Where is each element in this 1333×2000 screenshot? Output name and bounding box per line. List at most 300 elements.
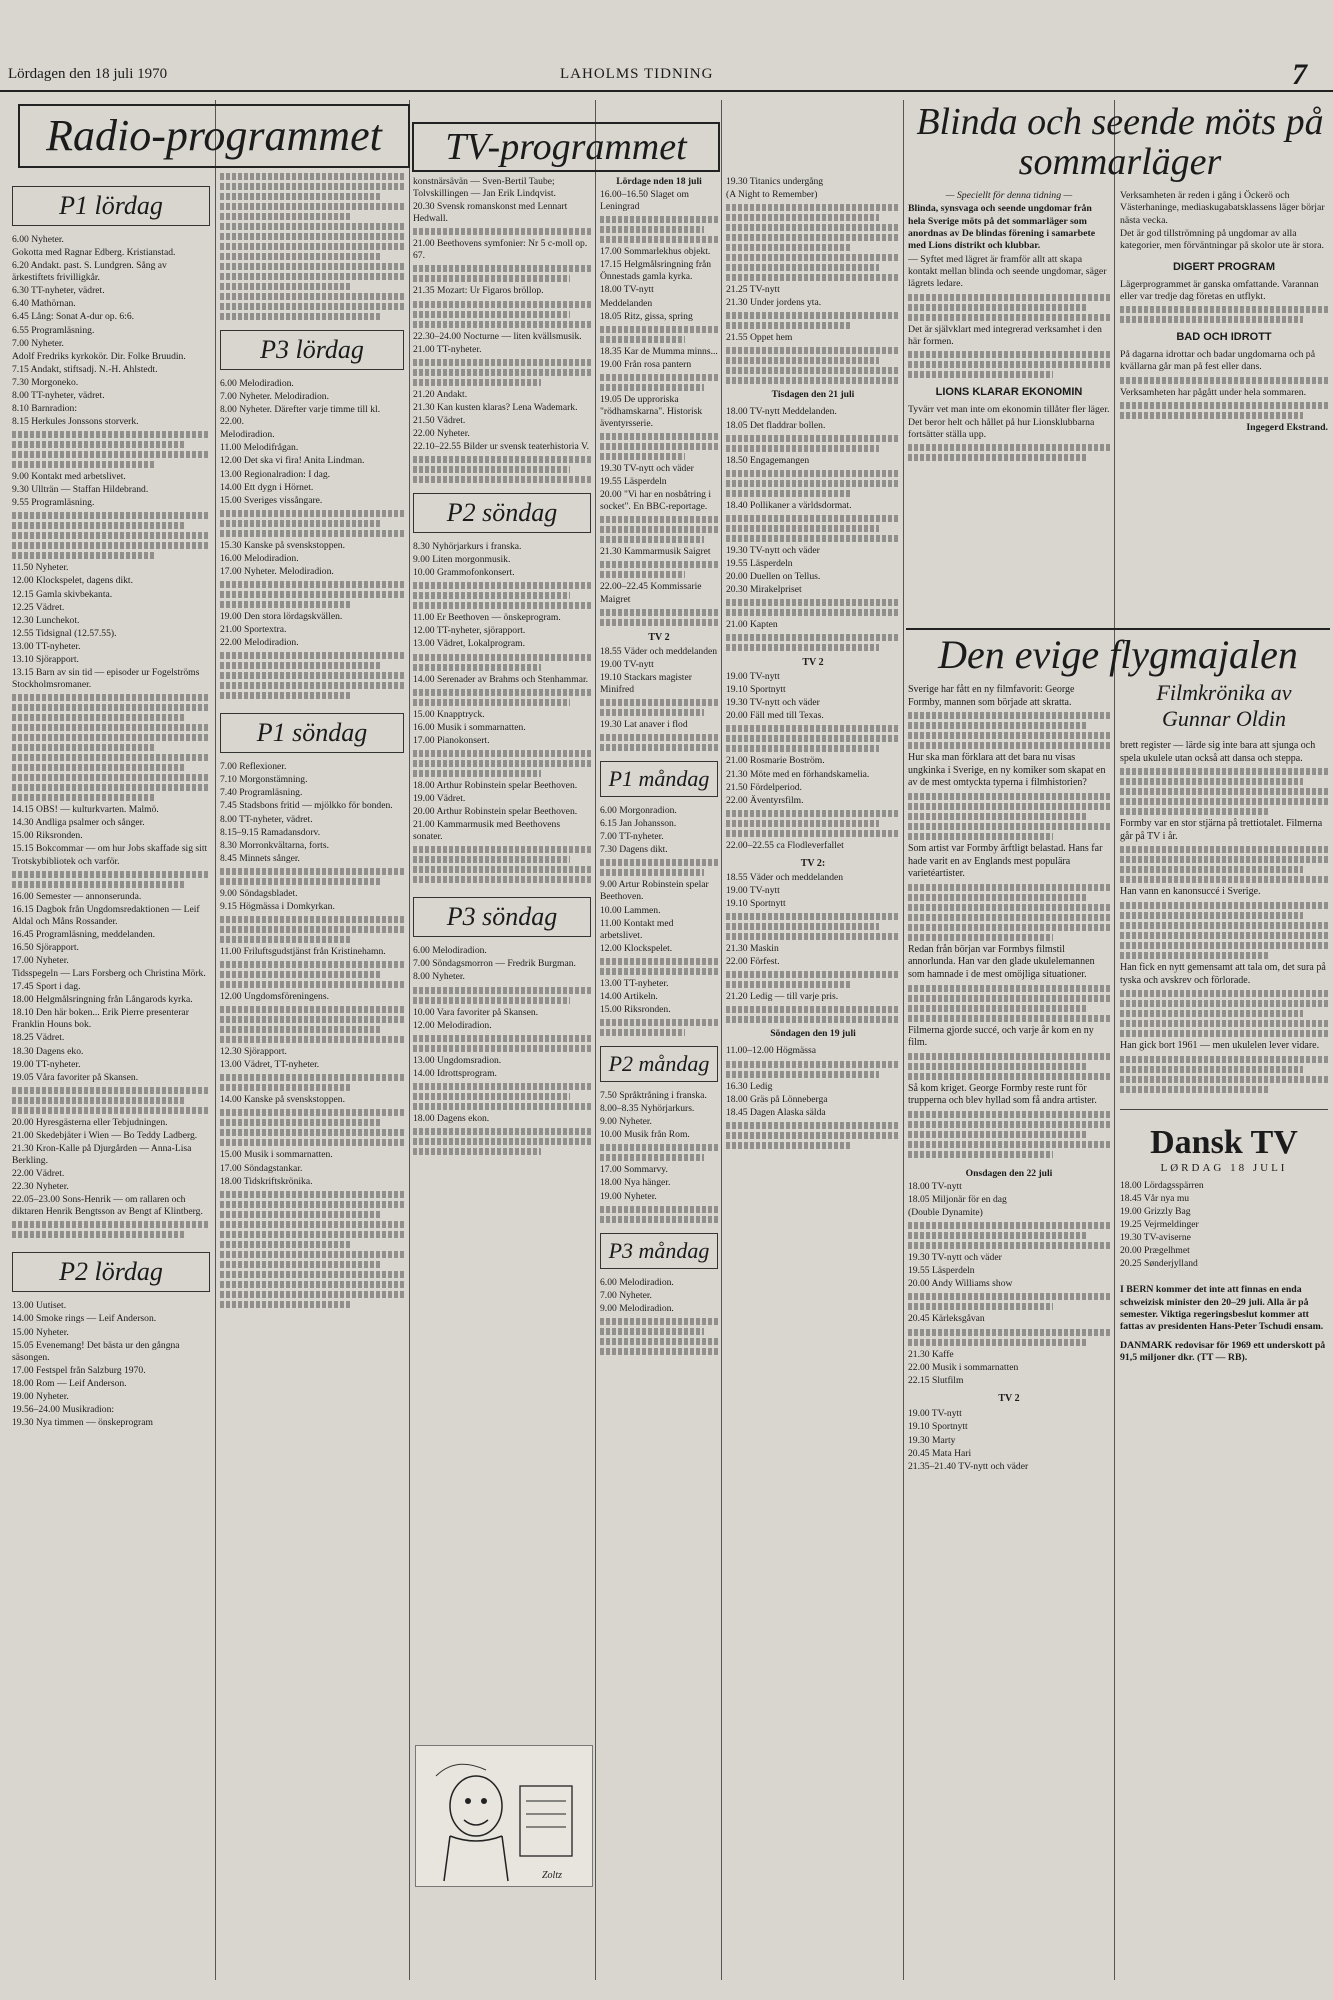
film-text-a [908,684,1110,1158]
listing: 21.00 Kapten [726,619,778,631]
listing: 11.00–12.00 Högmässa [726,1045,816,1057]
listing: 19.05 Våra favoriter på Skansen. [12,1071,139,1083]
listing: 7.00 Söndagsmorron — Fredrik Burgman. [413,958,576,970]
listing: 18.05 Miljonär för en dag [908,1194,1007,1206]
listing: 6.00 Melodiradion. [220,378,294,389]
paragraph: Han fick en nytt gemensamt att tala om, det sura på tyska och avskrev och förlorade. [1120,961,1326,986]
listing: 15.00 Musik i sommarnatten. [220,1149,333,1161]
dansk-tv-box [1120,1109,1328,1271]
listing: 18.50 Engagemangen [726,454,810,466]
listing: 8.45 Minnets sånger. [220,852,300,864]
listing: 12.55 Tidsignal (12.57.55). [12,627,117,639]
p2-sondag-schedule [413,541,591,883]
listing: 20.00 Andy Williams show [908,1278,1013,1290]
listing: 12.30 Lunchekot. [12,614,80,626]
listing: 18.00 Nya hänger. [600,1177,671,1189]
listing: 21.20 Andakt. [413,388,468,400]
radio-header-box [18,104,410,168]
listing: 19.00 Grizzly Bag [1120,1205,1191,1217]
blinda-text-b [1120,190,1328,435]
day-heading: Onsdagen den 22 juli [965,1167,1053,1179]
listing: 20.00 Prægelhmet [1120,1245,1190,1257]
listing: 22.30–24.00 Nocturne — liten kvällsmusik. [413,330,582,342]
paragraph: Filmerna gjorde succé, och varje år kom en ny film. [908,1024,1094,1049]
listing: 18.05 Ritz, gissa, spring [600,310,693,322]
listing: 9.55 Programläsning. [12,497,95,509]
listing: 19.30 TV-nytt och väder [908,1252,1002,1264]
listing: 19.00 Vädret. [413,792,466,804]
listing: 12.30 Sjörapport. [220,1046,287,1058]
listing: 22.00–22.55 ca Flodleverfallet [726,839,844,851]
listing: 7.00 TT-nyheter. [600,831,664,843]
listing: 7.45 Stadsbons fritid — mjölkko för bonden. [220,800,393,812]
listing: 8.00 TT-nyheter, vädret. [12,389,105,401]
listing: 8.30 Morronkvältarna, forts. [220,839,329,851]
listing: 22.05–23.00 Sons-Henrik — om rallaren och diktaren Henrik Bengtsson av Bengt af Klintberg. [12,1194,203,1218]
column-rule [1114,100,1115,1980]
listing: 6.00 Morgonradion. [600,805,677,817]
listing: (A Night to Remember) [726,189,818,201]
listing: 21.35–21.40 TV-nytt och väder [908,1460,1029,1472]
listing: 13.00 Uutiset. [12,1300,67,1312]
paragraph: Lägerprogrammet är ganska omfattande. Varannan eller var tredje dag företas en utflykt. [1120,278,1319,302]
listing: 19.00 TV-nytt [908,1408,962,1420]
listing: 19.00 Nyheter. [12,1390,69,1402]
listing: 19.56–24.00 Musikradion: [12,1404,115,1415]
blinda-column-2 [1120,190,1328,610]
blinda-title: Blinda och seende möts på sommarläger [916,101,1324,183]
listing: 17.00 Festspel från Salzburg 1970. [12,1364,146,1376]
listing: 18.00 Rom — Leif Anderson. [12,1377,127,1389]
radio-continuation [220,173,404,320]
listing: 19.00 Nyheter. [600,1190,657,1202]
listing: 7.00 Nyheter. [600,1289,652,1301]
listing: 17.00 Sommarlekhus objekt. [600,246,711,258]
listing: Adolf Fredriks kyrkokör. Dir. Folke Bruudin. [12,350,186,362]
listing: 17.00 Sommarvy. [600,1164,668,1176]
listing: 21.00 Rosmarie Boström. [726,755,825,767]
listing: 16.00–16.50 Slaget om Leningrad [600,189,690,213]
listing: 7.30 Morgoneko. [12,376,79,388]
cartoon-drawing [416,1746,592,1886]
listing: Melodiradion. [220,429,275,441]
listing: 12.15 Gamla skivbekanta. [12,588,113,600]
article-lead: Blinda, synsvaga och seende ungdomar från hela Sverige möts på det sommarläger som anordnas av De blindas förening i samarbete med Lions distrikt och klubbar. [908,203,1096,252]
listing: 21.35 Mozart: Ur Figaros bröllop. [413,285,544,297]
listing: 19.10 Stackars magister Minifred [600,671,692,695]
listing: 21.00 Skedebjäter i Wien — Bo Teddy Ladberg. [12,1129,198,1141]
listing: 22.30 Nyheter. [12,1181,69,1193]
dansk-tv-date: LØRDAG 18 JULI [1160,1161,1288,1174]
byline: Ingegerd Ekstrand. [1246,422,1328,434]
listing: 15.30 Kanske på svenskstoppen. [220,539,345,551]
paragraph: Verksamheten är reden i gång i Öckerö och Västerhaninge, mediaskugabatsklassens läger börjar nästa vecka. [1120,190,1325,226]
dateline: — Speciellt för denna tidning — [945,190,1073,201]
listing: 8.10 Barnradion: [12,403,78,415]
listing: Gokotta med Ragnar Edberg. Kristianstad. [12,247,176,259]
p2-mandag-heading: P2 måndag [600,1046,718,1082]
listing: 21.30 Under jordens yta. [726,297,822,309]
listing: 18.35 Kar de Mumma minns... [600,345,718,357]
listing: 7.40 Programläsning. [220,787,303,799]
tv-title: TV-programmet [445,126,687,168]
listing: 13.00 Ungdomsradion. [413,1054,502,1066]
listing: 14.15 OBS! — kulturkvarten. Malmö. [12,804,159,816]
newspaper-name: LAHOLMS TIDNING [560,66,714,82]
listing: 20.00 "Vi har en nosbåtring i socket". En BBC-reportage. [600,489,711,513]
listing: 11.00 Friluftsgudstjänst från Kristinehamn. [220,946,386,958]
listing: 15.00 Nyheter. [12,1326,69,1338]
subheading: BAD OCH IDROTT [1176,331,1272,344]
listing: 20.45 Kärleksgåvan [908,1313,985,1325]
listing: 21.30 Kammarmusik Saigret [600,546,711,558]
listing: 15.15 Bokcommar — om hur Jobs skaffade sig sitt Trotskybibliotek och varför. [12,843,208,867]
listing: 19.55 Läsperdeln [600,476,667,488]
paragraph: Det är självklart med integrerad verksamhet i den här formen. [908,323,1102,348]
listing: 6.45 Lång: Sonat A-dur op. 6:6. [12,311,135,323]
listing: 19.30 TV-nytt och väder [600,463,694,475]
p3-mandag-schedule [600,1277,718,1355]
tv-saturday-listing [600,176,718,626]
p3-sondag-schedule [413,945,591,1155]
listing: 17.15 Helgmålsringning från Önnestads gamla kyrka. [600,259,712,283]
listing: 9.00 Kontakt med arbetslivet. [12,471,126,483]
listing: 17.00 Söndagstankar. [220,1162,303,1174]
dansk-tv-title: Dansk TV [1150,1123,1298,1161]
listing: 21.00 Kammarmusik med Beethovens sonater. [413,819,561,843]
listing: 18.25 Vädret. [12,1032,65,1044]
p2-schedule [12,1300,210,1429]
listing: 8.00–8.35 Nyhörjarkurs. [600,1103,695,1115]
film-column-2 [1120,680,1328,1980]
listing: 16.45 Programläsning, meddelanden. [12,928,156,940]
listing: 16.00 Musik i sommarnatten. [413,721,526,733]
listing: 9.00 Söndagsbladet. [220,887,298,899]
listing: 8.30 Nyhörjarkurs i franska. [413,541,522,553]
listing: 21.30 Möte med en förhandskamelia. [726,768,870,780]
listing: 7.50 Språktråning i franska. [600,1090,707,1102]
p3-mandag-heading: P3 måndag [600,1233,718,1269]
listing: 21.30 Kron-Kalle på Djurgården — Anna-Lisa Berkling. [12,1142,192,1166]
listing: 21.30 Kaffe [908,1348,954,1360]
listing: 20.00 Duellen on Tellus. [726,570,821,582]
listing: 15.00 Knapptryck. [413,708,485,720]
listing: 18.00 Dagens ekon. [413,1112,490,1124]
listing: 16.15 Dagbok från Ungdomsredaktionen — Leif Aldal och Måns Rossander. [12,903,200,927]
tv-column-a [413,176,591,1876]
listing: 10.00 Grammofonkonsert. [413,567,515,579]
subheading: DIGERT PROGRAM [1172,260,1276,273]
listing: 6.00 Nyheter. [12,234,64,245]
p3-lordag-heading: P3 lördag [220,330,404,370]
listing: 22.00 Förfest. [726,956,780,968]
listing: 15.05 Evenemang! Det bästa ur den gångna säsongen. [12,1339,180,1363]
tv-column-b [600,176,718,1986]
listing: 14.30 Andliga psalmer och sånger. [12,817,145,829]
paragraph: Redan från början var Formbys filmstil annorlunda. Han var den glade ukulelemannen som hamnade i de mest omöjliga situationer. [908,943,1095,980]
notice-bern: I BERN kommer det inte att finnas en enda schweizisk minister den 20–29 juli. Alla är på semester. Viktiga regeringsbeslut kommer att fattas av presidenten Hans-Peter Tschudi ensam. [1120,1284,1324,1333]
listing: 19.00 TV-nytt [726,884,780,896]
listing: 14.00 Ett dygn i Hörnet. [220,481,314,493]
listing: 12.00 Klockspelet, dagens dikt. [12,575,133,587]
listing: 15.00 Sveriges vissångare. [220,494,323,506]
listing: 19.10 Sportnytt [726,684,786,696]
listing: 16.30 Ledig [726,1080,773,1092]
masthead [0,58,1333,92]
listing: 7.00 Reflexioner. [220,761,287,773]
listing: 18.45 Dagen Alaska sälda [726,1106,826,1118]
listing: 13.00 TT-nyheter. [600,977,669,989]
listing: 6.20 Andakt. past. S. Lundgren. Sång av ärkestiftets frivilligkår. [12,260,167,284]
paragraph: Sverige har fått en ny filmfavorit: George Formby, mannen som började att skratta. [908,684,1075,708]
p1-lordag-heading: P1 lördag [12,186,210,226]
listing: 18.30 Dagens eko. [12,1045,84,1057]
column-rule [595,100,596,1980]
listing: 19.30 TV-aviserne [1120,1232,1191,1244]
listing: 16.00 Semester — annonserunda. [12,890,142,902]
listing: Tidsspegeln — Lars Forsberg och Christina Mörk. [12,968,206,980]
day-heading: Tisdagen den 21 juli [771,389,855,401]
blinda-text-a [908,190,1110,461]
listing: 11.00 Er Beethoven — önskeprogram. [413,612,561,624]
tv2-listing-2 [726,872,900,1149]
listing: 18.00 Lördagsspärren [1120,1179,1204,1191]
listing: 11.50 Nyheter. [12,562,69,574]
listing: 18.00 TV-nytt [600,284,654,296]
listing: 12.00 Melodiradion. [413,1019,492,1031]
listing: 17.00 Nyheter. [12,954,69,966]
listing: 19.00 Från rosa pantern [600,358,692,370]
listing: 20.00 Fäll med till Texas. [726,710,824,722]
listing: 7.00 Nyheter. [12,337,64,349]
listing: 14.00 Smoke rings — Leif Anderson. [12,1313,157,1325]
day-heading: Söndagen den 19 juli [770,1028,856,1040]
column-rule [215,100,216,1980]
tv2-heading: TV 2 [998,1392,1020,1404]
listing: 14.00 Kanske på svenskstoppen. [220,1094,345,1106]
radio-column-2 [220,170,404,1990]
listing: 18.55 Väder och meddelanden [726,871,844,883]
cartoon [415,1745,591,1885]
p1-sondag-heading: P1 söndag [220,713,404,753]
radio-evening-listing [413,176,591,483]
paragraph: Tyvärr vet man inte om ekonomin tillåter fler läger. Det beror helt och hållet på hur Lionsklubbarna fortsätter ställa upp. [908,404,1110,440]
listing: 22.00 Nyheter. [413,427,470,439]
listing: 18.55 Väder och meddelanden [600,645,718,657]
film-subtitle: Filmkrönika av Gunnar Oldin [1156,680,1292,731]
listing: 13.00 TT-nyheter. [12,640,81,652]
listing: 13.10 Sjörapport. [12,653,79,665]
listing: 13.00 Vädret, Lokalprogram. [413,638,525,650]
listing: 19.05 De upproriska "rödhamskarna". Historisk äventyrsserie. [600,393,703,430]
listing: 22.00 Musik i sommarnatten [908,1361,1019,1373]
listing: 17.00 Pianokonsert. [413,734,490,746]
listing: 18.00 TV-nytt [908,1180,962,1192]
listing: 13.00 Regionalradion: I dag. [220,468,331,480]
tv2-saturday-listing [600,646,718,751]
listing: 10.00 Lammen. [600,904,661,916]
tv2-heading: TV 2 [802,657,824,669]
notice-danmark: DANMARK redovisar för 1969 ett underskott på 91,5 miljoner dkr. (TT — RB). [1120,1339,1326,1364]
p1-mandag-heading: P1 måndag [600,761,718,797]
listing: 22.15 Slutfilm [908,1374,964,1386]
column-rule [721,100,722,1980]
listing: 17.45 Sport i dag. [12,981,81,993]
listing: 21.55 Oppet hem [726,332,793,344]
film-column-1 [908,684,1110,1704]
listing: konstnärsävän — Sven-Bertil Taube; Tolvskillingen — Jan Erik Lindqvist. [413,176,556,200]
listing: 19.30 Titanics undergång [726,176,824,187]
listing: 18.40 Pollikaner a världsdormat. [726,499,852,511]
listing: 20.30 Mirakelpriset [726,584,802,596]
listing: 9.00 Liten morgonmusik. [413,554,511,566]
p2-lordag-heading: P2 lördag [12,1252,210,1292]
paragraph: Så kom kriget. George Formby reste runt för trupperna och blev hyllad som få andra artister. [908,1082,1097,1107]
listing: 12.00 Ungdomsföreningens. [220,991,329,1003]
listing: 18.00 Arthur Robinstein spelar Beethoven. [413,779,578,791]
paragraph: — Syftet med lägret är framför allt att skapa kontakt mellan blinda och seende ungdomar, säger lägrets ledare. [908,253,1107,290]
column-rule [409,100,410,1980]
listing: 6.40 Mathörnan. [12,298,76,310]
listing: 13.15 Barn av sin tid — episoder ur Fogelströms Stockholmsromaner. [12,667,200,691]
subheading: LIONS KLARAR EKONOMIN [935,386,1083,399]
p1-sondag-schedule [220,761,404,1307]
radio-column-1 [12,176,210,1986]
p3-lordag-schedule [220,378,404,699]
film-headline [906,628,1330,676]
listing: 21.50 Fördelperiod. [726,781,802,793]
listing: 19.30 TV-nytt och väder [726,544,820,556]
listing: 9.00 Nyheter. [600,1116,652,1128]
p2-mandag-schedule [600,1090,718,1223]
blinda-headline [910,102,1330,186]
tv2-heading: TV 2 [648,631,670,643]
listing: 9.00 Melodiradion. [600,1302,674,1314]
listing: 18.00 Gräs på Lönneberga [726,1093,828,1105]
day-heading: Lördage nden 18 juli [616,176,702,187]
listing: 22.00 Vädret. [12,1168,65,1180]
listing: 21.25 TV-nytt [726,284,780,296]
listing: 10.00 Musik från Rom. [600,1129,690,1141]
listing: 20.25 Sønderjylland [1120,1258,1198,1270]
listing: 9.30 Ullträn — Staffan Hildebrand. [12,484,149,496]
listing: 12.00 Klockspelet. [600,942,673,954]
tv-listing-continued [726,176,900,651]
listing: 19.55 Läsperdeln [726,557,793,569]
film-title: Den evige flygmajalen [938,632,1298,677]
listing: 20.00 Arthur Robinstein spelar Beethoven. [413,806,578,818]
listing: 21.00 TT-nyheter. [413,343,482,355]
listing: 20.45 Mata Hari [908,1447,972,1459]
tv-header-box [412,122,720,172]
listing: 11.00 Melodifrågan. [220,442,299,454]
listing: 8.15 Herkules Jonssons storverk. [12,416,139,428]
listing: 6.55 Programläsning. [12,324,95,336]
listing: 18.00 Helgmålsringning från Långarods kyrka. [12,994,193,1006]
listing: 14.00 Idrottsprogram. [413,1067,497,1079]
listing: 7.10 Morgonstämning. [220,774,308,786]
paragraph: På dagarna idrottar och badar ungdomarna och på kvällarna går man på fest eller dans. [1120,349,1316,373]
listing: 14.00 Serenader av Brahms och Stenhammar. [413,673,589,685]
listing: 6.15 Jan Johansson. [600,818,677,830]
tv2-heading: TV 2: [800,857,826,869]
paragraph: brett register — lärde sig inte bara att sjunga och spela ukulele utan också att dansa och steppa. [1120,740,1316,764]
listing: 19.30 Lat anaver i flod [600,718,688,730]
listing: 12.00 TT-nyheter, sjörapport. [413,625,526,637]
tv-column-c [726,176,900,1986]
listing: 19.00 TV-nytt [600,658,654,670]
listing: 19.30 TV-nytt och väder [726,697,820,709]
listing: 19.30 Marty [908,1434,956,1446]
listing: 18.00 Tidskriftskrönika. [220,1175,313,1187]
listing: 8.00 Nyheter. Därefter varje timme till kl. 22.00. [220,404,381,428]
news-notice [1120,1284,1328,1364]
tv2-listing [726,671,900,852]
paragraph: Som artist var Formby ärftligt belastad. Hans far hade varit en av Englands mest populära varietéartister. [908,842,1103,880]
listing: 22.00 Äventyrsfilm. [726,794,804,806]
listing: 19.25 Vejrmeldinger [1120,1218,1199,1230]
listing: 21.50 Vädret. [413,414,466,426]
listing: 21.00 Sportextra. [220,624,287,636]
tv-wednesday-listing [908,1168,1110,1473]
paragraph: Verksamheten har pågått under hela sommaren. [1120,386,1307,398]
paragraph: Han gick bort 1961 — men ukulelen lever vidare. [1120,1040,1320,1052]
listing: 19.10 Sportnytt [726,898,786,910]
film-text-b [1120,740,1328,1093]
listing: 19.30 Nya timmen — önskeprogram [12,1417,153,1429]
p2-sondag-heading: P2 söndag [413,493,591,533]
listing: 20.00 Hyresgästerna eller Tebjudningen. [12,1116,168,1128]
listing: 19.00 TV-nytt [726,671,780,683]
listing: 22.00–22.45 Kommissarie Maigret [600,581,702,605]
listing: 12.00 Det ska vi fira! Anita Lindman. [220,455,365,467]
listing: 19.00 TT-nyheter. [12,1058,81,1070]
listing: 21.00 Beethovens symfonier: Nr 5 c-moll op. 67. [413,238,588,262]
column-rule [903,100,904,1980]
dansk-tv-listing [1120,1180,1328,1271]
listing: 20.30 Svensk romanskonst med Lennart Hedwall. [413,201,568,225]
listing: 15.00 Riksronden. [600,1003,671,1015]
listing: 8.00 Nyheter. [413,971,465,983]
listing: 18.10 Den här boken... Erik Pierre presenterar Franklin Houns bok. [12,1007,189,1031]
listing: 9.00 Artur Robinstein spelar Beethoven. [600,879,709,903]
listing: 19.10 Sportnytt [908,1421,968,1433]
p3-sondag-heading: P3 söndag [413,897,591,937]
listing: Meddelanden [600,297,653,309]
listing: 8.00 TT-nyheter, vädret. [220,813,313,825]
paragraph: Han vann en kanonsuccé i Sverige. [1120,886,1261,898]
listing: 7.00 Nyheter. Melodiradion. [220,391,329,403]
listing: 21.30 Maskin [726,943,779,955]
listing: 7.30 Dagens dikt. [600,844,668,856]
paragraph: Formby var en stor stjärna på trettiotalet. Filmerna går på TV i år. [1120,818,1323,842]
listing: 19.00 Den stora lördagskvällen. [220,611,343,623]
listing: 6.30 TT-nyheter, vädret. [12,285,105,297]
radio-title: Radio-programmet [46,111,382,160]
listing: 18.00 TV-nytt Meddelanden. [726,406,837,418]
listing: 8.15–9.15 Ramadansdorv. [220,826,321,838]
listing: 22.10–22.55 Bilder ur svensk teaterhistoria V. [413,441,590,453]
listing: 11.00 Kontakt med arbetslivet. [600,917,674,941]
p1-mandag-schedule [600,805,718,1036]
listing: 17.00 Nyheter. Melodiradion. [220,565,334,577]
blinda-column-1 [908,190,1110,610]
issue-date: Lördagen den 18 juli 1970 [8,66,168,82]
listing: 14.00 Artikeln. [600,990,658,1002]
listing: 7.15 Andakt, stiftsadj. N.-H. Ahlstedt. [12,363,158,375]
listing: 15.00 Riksronden. [12,830,83,842]
listing: 6.00 Melodiradion. [413,945,487,957]
